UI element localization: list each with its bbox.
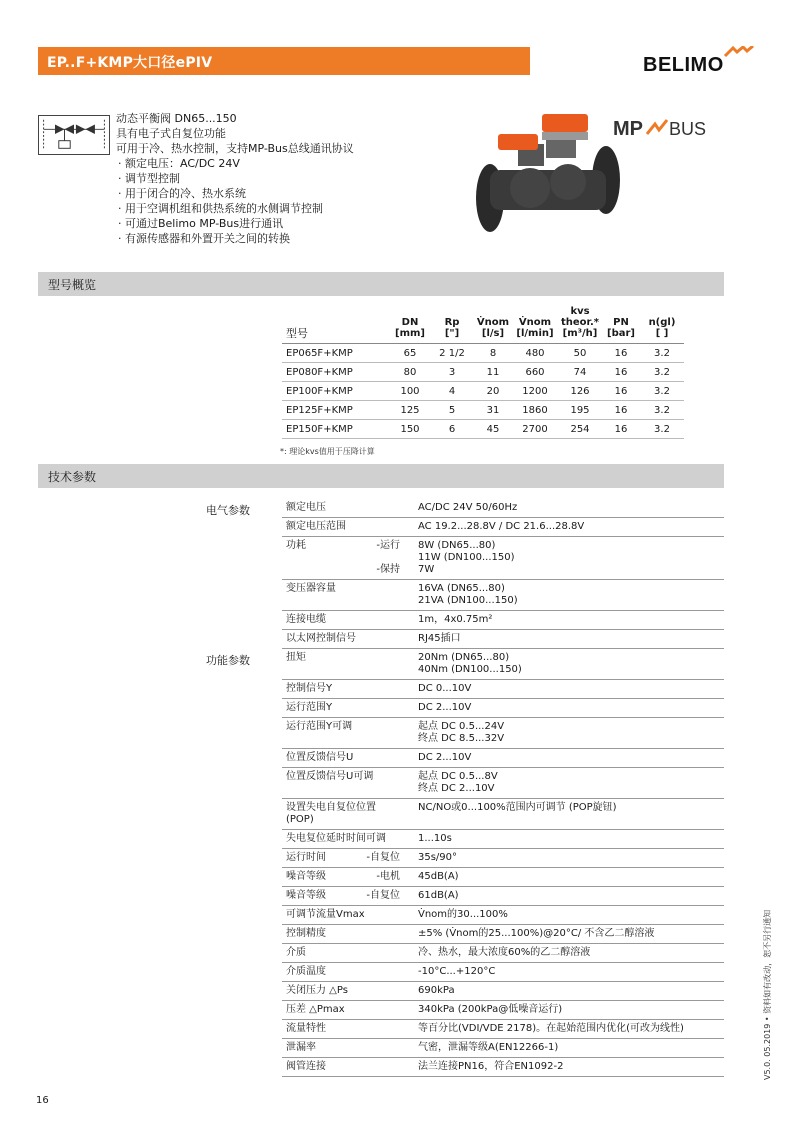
spec-row: 扭矩 20Nm (DN65...80) 40Nm (DN100...150): [282, 649, 724, 680]
feature-bullet: · 用于空调机组和供热系统的水侧调节控制: [118, 202, 323, 215]
spec-row: 失电复位延时时间可调 1...10s: [282, 830, 724, 849]
spec-row: 运行范围Y DC 2...10V: [282, 699, 724, 718]
intro-line: 动态平衡阀 DN65...150: [116, 112, 237, 125]
title-bar: [38, 47, 530, 75]
col-header-vnom-ls: V̇nom [l/s]: [474, 306, 512, 344]
spec-row: 控制精度 ±5% (V̇nom的25...100%)@20°C/ 不含乙二醇溶液: [282, 925, 724, 944]
col-header-pn: PN [bar]: [602, 306, 640, 344]
tech-spec-table: [282, 499, 724, 1077]
spec-row: 噪音等级 -电机 45dB(A): [282, 868, 724, 887]
spec-row: 功耗 -运行 -保持 8W (DN65...80) 11W (DN100...150) 7W: [282, 537, 724, 580]
section-models-header: 型号概览: [38, 272, 724, 296]
spec-row: 位置反馈信号U DC 2...10V: [282, 749, 724, 768]
spec-row: 变压器容量 16VA (DN65...80) 21VA (DN100...150): [282, 580, 724, 611]
spec-row: 连接电缆 1m，4x0.75m²: [282, 611, 724, 630]
feature-bullet: · 可通过Belimo MP-Bus进行通讯: [118, 217, 284, 230]
page-title: EP..F+KMP大口径ePIV: [47, 55, 213, 71]
table-row: EP100F+KMP 100 4 20 1200 126 16 3.2: [282, 382, 684, 401]
spec-row: 可调节流量Vmax V̇nom的30...100%: [282, 906, 724, 925]
spec-row: 介质 冷、热水，最大浓度60%的乙二醇溶液: [282, 944, 724, 963]
spec-row: 噪音等级 -自复位 61dB(A): [282, 887, 724, 906]
col-header-kvs: kvs theor.* [m³/h]: [558, 306, 602, 344]
col-header-dn: DN [mm]: [390, 306, 430, 344]
group-label-electrical: 电气参数: [206, 504, 250, 517]
spec-row: 运行时间 -自复位 35s/90°: [282, 849, 724, 868]
table-row: EP065F+KMP 65 2 1/2 8 480 50 16 3.2: [282, 344, 684, 363]
mp-bus-logo-left: MP: [613, 118, 643, 140]
spec-row: 额定电压范围 AC 19.2...28.8V / DC 21.6...28.8V: [282, 518, 724, 537]
product-intro: [116, 111, 354, 246]
page-number: 16: [36, 1095, 49, 1106]
table-header-row: [282, 306, 684, 344]
spec-row: 泄漏率 气密，泄漏等级A(EN12266-1): [282, 1039, 724, 1058]
spec-row: 控制信号Y DC 0...10V: [282, 680, 724, 699]
spec-row: 设置失电自复位位置 (POP) NC/NO或0...100%范围内可调节 (POP旋钮): [282, 799, 724, 830]
valve-product-image: [468, 108, 628, 240]
table-row: EP150F+KMP 150 6 45 2700 254 16 3.2: [282, 420, 684, 439]
spec-row: 位置反馈信号U可调 起点 DC 0.5...8V 终点 DC 2...10V: [282, 768, 724, 799]
feature-bullet: · 额定电压：AC/DC 24V: [118, 157, 240, 170]
feature-bullet: · 有源传感器和外置开关之间的转换: [118, 232, 290, 245]
intro-line: 具有电子式自复位功能: [116, 127, 226, 140]
mp-bus-logo-right: BUS: [669, 119, 707, 139]
valve-schematic-icon: [38, 115, 110, 155]
spec-row: 压差 △Pmax 340kPa (200kPa@低噪音运行): [282, 1001, 724, 1020]
spec-row: 以太网控制信号 RJ45插口: [282, 630, 724, 649]
belimo-logo: BELIMO: [643, 46, 763, 78]
spec-row: 运行范围Y可调 起点 DC 0.5...24V 终点 DC 8.5...32V: [282, 718, 724, 749]
table-row: EP125F+KMP 125 5 31 1860 195 16 3.2: [282, 401, 684, 420]
feature-bullet: · 用于闭合的冷、热水系统: [118, 187, 246, 200]
logo-mark-icon: [723, 46, 755, 58]
col-header-model: 型号: [282, 306, 390, 344]
table-row: EP080F+KMP 80 3 11 660 74 16 3.2: [282, 363, 684, 382]
col-header-rp: Rp ["]: [430, 306, 474, 344]
model-overview-table: [282, 306, 684, 439]
section-tech-header: 技术参数: [38, 464, 724, 488]
group-label-function: 功能参数: [206, 654, 250, 667]
spec-row: 关闭压力 △Ps 690kPa: [282, 982, 724, 1001]
spec-row: 额定电压 AC/DC 24V 50/60Hz: [282, 499, 724, 518]
col-header-vnom-lmin: V̇nom [l/min]: [512, 306, 558, 344]
version-note: V5.0. 05.2019 • 资料如有改动，恕不另行通知: [763, 909, 772, 1080]
feature-bullet: · 调节型控制: [118, 172, 180, 185]
spec-row: 阀管连接 法兰连接PN16，符合EN1092-2: [282, 1058, 724, 1077]
table-footnote: *: 理论kvs值用于压降计算: [280, 447, 375, 456]
spec-row: 介质温度 -10°C...+120°C: [282, 963, 724, 982]
intro-line: 可用于冷、热水控制，支持MP-Bus总线通讯协议: [116, 142, 354, 155]
mp-bus-logo: [613, 116, 723, 140]
spec-row: 流量特性 等百分比(VDI/VDE 2178)。在起始范围内优化(可改为线性): [282, 1020, 724, 1039]
col-header-ngl: n(gl) [ ]: [640, 306, 684, 344]
